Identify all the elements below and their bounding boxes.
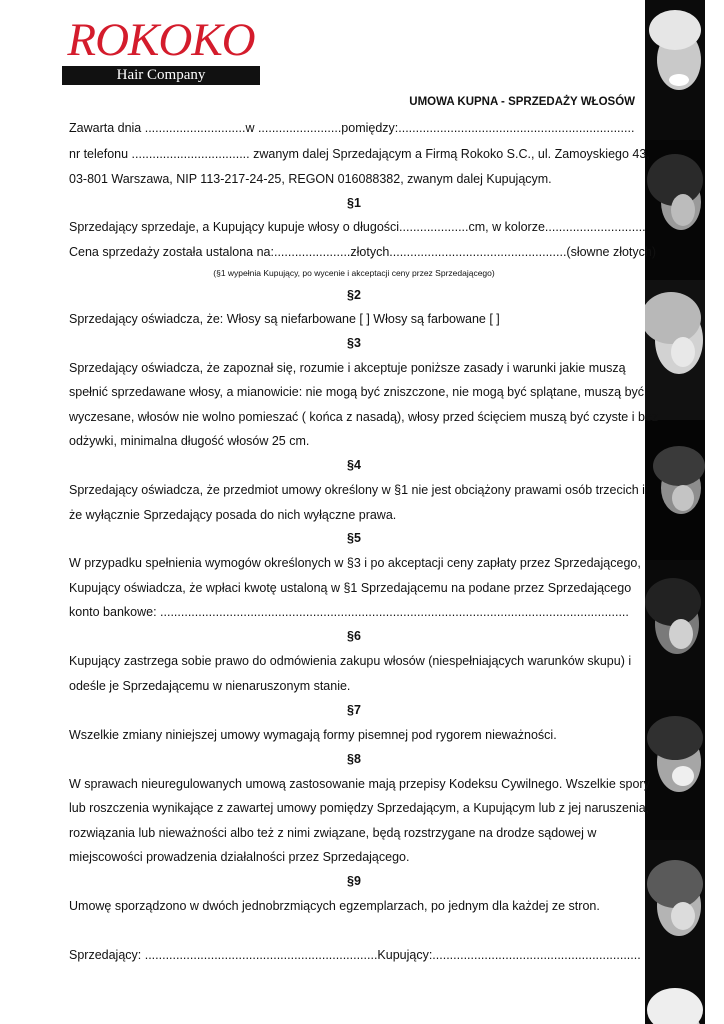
section-line: W przypadku spełnienia wymogów określonych w §3 i po akceptacji ceny zapłaty przez Sprzedającego,	[69, 556, 641, 570]
section-line: W sprawach nieuregulowanych umową zastosowanie mają przepisy Kodeksu Cywilnego. Wszelkie spory	[69, 777, 650, 791]
section-line: Kupujący zastrzega sobie prawo do odmówienia zakupu włosów (niespełniających warunków skupu) i	[69, 654, 632, 668]
section-heading: §2	[347, 288, 361, 302]
photo-strip	[645, 0, 705, 1024]
portrait-photo	[645, 140, 705, 280]
section-line: Sprzedający oświadcza, że: Włosy są niefarbowane [ ] Włosy są farbowane [ ]	[69, 312, 500, 326]
section-line: odżywki, minimalna długość włosów 25 cm.	[69, 434, 310, 448]
section-line: Sprzedający oświadcza, że zapoznał się, rozumie i akceptuje poniższe zasady i warunki jakie muszą	[69, 361, 626, 375]
section-heading: §4	[347, 458, 361, 472]
logo-bar-text: Hair Company	[62, 66, 260, 85]
portrait-photo	[645, 980, 705, 1024]
portrait-photo	[645, 700, 705, 840]
portrait-photo	[645, 280, 705, 420]
section-line: konto bankowe: .......................................................................................................................................	[69, 605, 629, 619]
signature-line: Sprzedający: ...................................................................Kupujący:............................................................	[69, 948, 641, 962]
portrait-photo	[645, 0, 705, 140]
company-logo	[62, 14, 260, 84]
portrait-photo	[645, 420, 705, 560]
section-heading: §8	[347, 752, 361, 766]
section-line: że wyłącznie Sprzedający posada do nich wyłączne prawa.	[69, 508, 397, 522]
section-line: spełnić sprzedawane włosy, a mianowicie: nie mogą być zniszczone, nie mogą być splątane, muszą być	[69, 385, 645, 399]
document-title: UMOWA KUPNA - SPRZEDAŻY WŁOSÓW	[409, 96, 635, 108]
section-line: Cena sprzedaży została ustalona na:......................złotych...................................................(słowne złotych)	[69, 245, 657, 259]
section-heading: §3	[347, 336, 361, 350]
section-line: wyczesane, włosów nie wolno pomieszać ( końca z nasadą), włosy przed ścięciem muszą być czyste i bez	[69, 410, 659, 424]
section-line: miejscowości prowadzenia działalności przez Sprzedającego.	[69, 850, 410, 864]
section-line: Wszelkie zmiany niniejszej umowy wymagają formy pisemnej pod rygorem nieważności.	[69, 728, 557, 742]
intro-line: 03-801 Warszawa, NIP 113-217-24-25, REGON 016088382, zwanym dalej Kupującym.	[69, 172, 552, 186]
logo-script-text: ROKOKO	[67, 14, 255, 66]
section-line: rozwiązania lub nieważności albo też z nimi związane, będą rozstrzygane na drodze sądowej w	[69, 826, 597, 840]
intro-line: nr telefonu .................................. zwanym dalej Sprzedającym a Firmą Rokoko S.C., ul. Zamoyskiego 43,	[69, 147, 650, 161]
section-line: Sprzedający oświadcza, że przedmiot umowy określony w §1 nie jest obciążony prawami osób trzecich i	[69, 483, 645, 497]
section-heading: §9	[347, 874, 361, 888]
section-heading: §7	[347, 703, 361, 717]
portrait-photo	[645, 840, 705, 980]
section-heading: §1	[347, 196, 361, 210]
section-line: Kupujący oświadcza, że wpłaci kwotę ustaloną w §1 Sprzedającemu na podane przez Sprzedającego	[69, 581, 632, 595]
section-line: odeśle je Sprzedającemu w nienaruszonym stanie.	[69, 679, 351, 693]
section-note: (§1 wypełnia Kupujący, po wycenie i akceptacji ceny przez Sprzedającego)	[213, 268, 495, 278]
portrait-photo	[645, 560, 705, 700]
section-line: lub roszczenia wynikające z zawartej umowy pomiędzy Sprzedającym, a Kupującym lub z jej naruszenia,	[69, 801, 650, 815]
section-heading: §5	[347, 531, 361, 545]
intro-line: Zawarta dnia .............................w ........................pomiędzy:....................................................................	[69, 121, 635, 135]
section-line: Umowę sporządzono w dwóch jednobrzmiących egzemplarzach, po jednym dla każdej ze stron.	[69, 899, 600, 913]
section-heading: §6	[347, 629, 361, 643]
section-line: Sprzedający sprzedaje, a Kupujący kupuje włosy o długości....................cm, w kolorze.............................	[69, 220, 646, 234]
